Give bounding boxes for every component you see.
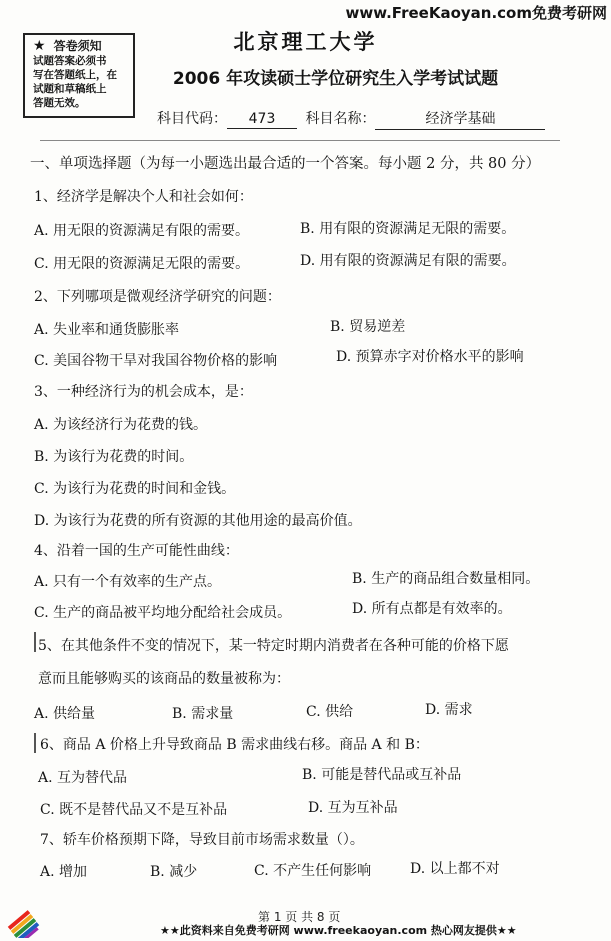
option: B. 需求量 <box>172 706 234 722</box>
notice-line: 试题和草稿纸上 <box>33 83 107 95</box>
option: A. 为该经济行为花费的钱。 <box>34 417 208 433</box>
question-stem: 6、商品 A 价格上升导致商品 B 需求曲线右移。商品 A 和 B： <box>40 737 429 753</box>
question-stem-continued: 意而且能够购买的该商品的数量被称为： <box>38 671 290 687</box>
margin-mark <box>34 632 36 652</box>
subject-name: 经济学基础 <box>375 108 545 130</box>
question-stem: 3、一种经济行为的机会成本，是： <box>34 384 253 400</box>
option: A. 只有一个有效率的生产点。 <box>34 574 222 590</box>
subject-name-label: 科目名称： <box>305 111 376 127</box>
option: C. 生产的商品被平均地分配给社会成员。 <box>34 605 292 621</box>
question-stem: 7、轿车价格预期下降，导致目前市场需求数量（）。 <box>40 832 364 848</box>
option: B. 用有限的资源满足无限的需要。 <box>300 221 516 237</box>
option: A. 增加 <box>40 864 88 880</box>
option: B. 生产的商品组合数量相同。 <box>352 571 540 587</box>
footer-banner: ★★此资料来自免费考研网 www.freekaoyan.com 热心网友提供★★ <box>160 924 517 937</box>
star-icon: ★ <box>33 38 46 54</box>
subject-code: 473 <box>227 111 297 129</box>
exam-title: 2006 年攻读硕士学位研究生入学考试试题 <box>172 69 499 89</box>
notice-title: 答卷须知 <box>53 39 102 53</box>
university-name: 北京理工大学 <box>233 29 378 54</box>
margin-mark <box>34 733 36 753</box>
option: C. 不产生任何影响 <box>254 863 372 879</box>
option: D. 所有点都是有效率的。 <box>352 601 512 617</box>
question-stem: 1、经济学是解决个人和社会如何： <box>34 189 253 205</box>
notice-line: 写在答题纸上，在 <box>33 69 117 81</box>
question-stem: 4、沿着一国的生产可能性曲线： <box>34 543 239 559</box>
option: D. 为该行为花费的所有资源的其他用途的最高价值。 <box>34 513 362 529</box>
option: B. 减少 <box>150 864 198 880</box>
subject-code-label: 科目代码： <box>157 111 227 127</box>
option: C. 既不是替代品又不是互补品 <box>40 802 228 818</box>
option: D. 需求 <box>425 702 473 718</box>
option: D. 以上都不对 <box>410 861 500 877</box>
option: B. 可能是替代品或互补品 <box>302 767 462 783</box>
option: B. 为该行为花费的时间。 <box>34 449 194 465</box>
divider <box>40 140 560 141</box>
option: C. 美国谷物干旱对我国谷物价格的影响 <box>34 353 278 369</box>
option: D. 预算赤字对价格水平的影响 <box>336 349 524 365</box>
option: C. 供给 <box>306 704 354 720</box>
option: A. 供给量 <box>34 706 96 722</box>
subject-line <box>157 108 545 130</box>
notice-line: 答题无效。 <box>33 97 86 109</box>
page-number: 第 1 页 共 8 页 <box>258 910 341 924</box>
question-stem: 5、在其他条件不变的情况下，某一特定时期内消费者在各种可能的价格下愿 <box>38 638 509 654</box>
question-stem: 2、下列哪项是微观经济学研究的问题： <box>34 289 281 305</box>
section-heading: 一、单项选择题（为每一小题选出最合适的一个答案。每小题 2 分，共 80 分） <box>30 156 541 172</box>
option: A. 失业率和通货膨胀率 <box>34 322 180 338</box>
option: A. 互为替代品 <box>38 770 128 786</box>
notice-line: 试题答案必须书 <box>33 55 107 67</box>
site-logo-icon <box>4 900 44 938</box>
site-header: www.FreeKaoyan.com免费考研网 <box>345 4 607 22</box>
option: C. 用无限的资源满足无限的需要。 <box>34 256 250 272</box>
option: C. 为该行为花费的时间和金钱。 <box>34 481 236 497</box>
option: D. 用有限的资源满足有限的需要。 <box>300 253 516 269</box>
option: A. 用无限的资源满足有限的需要。 <box>34 223 250 239</box>
option: D. 互为互补品 <box>308 800 398 816</box>
option: B. 贸易逆差 <box>330 319 406 335</box>
